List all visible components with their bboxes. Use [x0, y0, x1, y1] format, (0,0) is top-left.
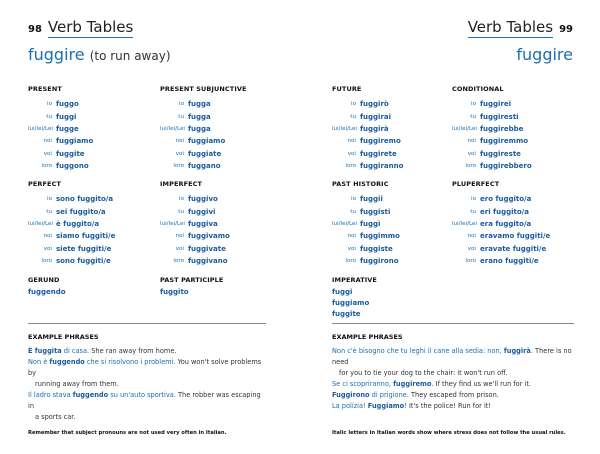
pronoun: loro: [345, 163, 356, 170]
pronoun: loro: [465, 258, 476, 265]
pronoun: noi: [467, 138, 476, 145]
verb-form: fuggiate: [188, 149, 222, 158]
conjugation-row: [332, 205, 462, 217]
example-phrases: [332, 333, 582, 412]
header-title: Verb Tables: [467, 18, 554, 36]
conjugation-row: [160, 230, 290, 242]
conjugation-row: [332, 110, 462, 122]
english-translation: They escaped from prison.: [408, 391, 499, 399]
example-phrase: [332, 346, 582, 379]
example-phrase: [28, 346, 268, 357]
pronoun: voi: [347, 245, 356, 252]
conjugation-row: [452, 148, 582, 160]
conjugation-row: [28, 110, 158, 122]
pronoun: noi: [43, 138, 52, 145]
conjugation-row: [28, 205, 158, 217]
verb-form: siamo fuggiti/e: [56, 232, 116, 241]
conjugation-row: [160, 148, 290, 160]
conjugation-row: [332, 98, 462, 110]
verb-form: fuggiste: [360, 244, 393, 253]
conjugation-row: [332, 148, 462, 160]
pronoun: voi: [467, 245, 476, 252]
example-phrases: [28, 333, 268, 423]
verb-form: fuggi: [56, 112, 77, 121]
gerund-label: GERUND: [28, 276, 60, 284]
verb-form: fuggirebbero: [480, 162, 532, 171]
pronoun: tu: [46, 208, 52, 215]
verb-form: fuggivo: [188, 195, 218, 204]
english-translation: for you to tie your dog to the chair: it won't run off.: [339, 369, 508, 377]
conjugation-row: [452, 193, 582, 205]
tense-perfect: [28, 180, 158, 267]
conjugation-row: [332, 135, 462, 147]
example-phrase: [332, 390, 582, 401]
tense-present-subjunctive: [160, 85, 290, 172]
conjugation-row: [332, 160, 462, 172]
verb-form: fuggirai: [360, 112, 392, 121]
tense-past-historic: [332, 180, 462, 267]
conjugation-row: [452, 98, 582, 110]
gerund-block: [28, 276, 158, 299]
verb-form: fuggivano: [188, 257, 228, 266]
example-phrase: [332, 401, 582, 412]
verb-form: eravamo fuggiti/e: [480, 232, 551, 241]
conjugation-row: [452, 123, 582, 135]
pronoun: noi: [43, 233, 52, 240]
italian-text: Il ladro stava: [28, 391, 73, 399]
past-participle-block: [160, 276, 290, 299]
pronoun: io: [471, 196, 476, 203]
tense-name: PRESENT SUBJUNCTIVE: [160, 85, 247, 93]
verb-form: fuggiremo: [360, 137, 401, 146]
conjugation-row: [28, 255, 158, 267]
pronoun: lui/lei/Lei: [160, 220, 185, 227]
pronoun: noi: [175, 233, 184, 240]
pronoun: voi: [43, 245, 52, 252]
pronoun: loro: [41, 163, 52, 170]
pronoun: io: [47, 101, 52, 108]
english-translation: It's the police! Run for it!: [406, 402, 492, 410]
verb-highlight: fuggiremo: [393, 380, 432, 388]
page-header: [28, 18, 133, 38]
conjugation-row: [332, 243, 462, 255]
page-number: 99: [559, 24, 573, 35]
verb-form: erano fuggiti/e: [480, 257, 539, 266]
tense-name: CONDITIONAL: [452, 85, 504, 93]
pronoun: lui/lei/Lei: [332, 220, 357, 227]
pronoun: noi: [175, 138, 184, 145]
conjugation-row: [28, 148, 158, 160]
conjugation-row: [28, 230, 158, 242]
verb-highlight: È fuggita: [28, 347, 62, 355]
header-title: Verb Tables: [47, 18, 134, 36]
verb-highlight: Fuggiamo: [367, 402, 405, 410]
conjugation-row: [160, 218, 290, 230]
verb-highlight: fuggendo: [72, 391, 109, 399]
verb-form: fuggite: [56, 149, 85, 158]
footer-note: Italic letters in Italian words show where stress does not follow the usual rules.: [332, 430, 566, 436]
italian-text: di casa.: [61, 347, 90, 355]
imperative-block: [332, 276, 462, 321]
conjugation-row: [28, 98, 158, 110]
example-phrase: [332, 379, 582, 390]
verb-form: eravate fuggiti/e: [480, 244, 547, 253]
divider: [332, 323, 574, 324]
pronoun: loro: [173, 163, 184, 170]
tense-name: PERFECT: [28, 180, 61, 188]
conjugation-row: [28, 160, 158, 172]
conjugation-row: [160, 160, 290, 172]
italian-text: .: [530, 347, 533, 355]
conjugation-row: [452, 218, 582, 230]
conjugation-row: [452, 205, 582, 217]
verb-form: fuggiva: [188, 219, 218, 228]
tense-name: PAST HISTORIC: [332, 180, 389, 188]
verb-form: fuggirò: [360, 100, 389, 109]
conjugation-row: [28, 243, 158, 255]
italian-text: La polizia!: [332, 402, 368, 410]
english-translation: The robber was escaping in: [28, 391, 261, 410]
english-translation: running away from them.: [35, 380, 119, 388]
pronoun: tu: [178, 113, 184, 120]
verb-form: fuggirete: [360, 149, 397, 158]
pronoun: voi: [175, 245, 184, 252]
conjugation-row: [452, 243, 582, 255]
italian-text: che si risolvono i problemi.: [84, 358, 176, 366]
conjugation-row: [332, 218, 462, 230]
conjugation-row: [160, 243, 290, 255]
verb-form: fuggirono: [360, 257, 399, 266]
verb-form: sono fuggito/a: [56, 195, 114, 204]
conjugation-row: [452, 255, 582, 267]
conjugation-row: [160, 110, 290, 122]
pronoun: noi: [347, 233, 356, 240]
headword-verb: fuggire: [28, 45, 85, 64]
verb-form: sono fuggiti/e: [56, 257, 111, 266]
conjugation-row: [332, 255, 462, 267]
verb-form: fugga: [188, 100, 211, 109]
pronoun: loro: [345, 258, 356, 265]
conjugation-row: [160, 205, 290, 217]
pronoun: noi: [467, 233, 476, 240]
verb-form: fuggivate: [188, 244, 226, 253]
verb-form: fugge: [56, 124, 79, 133]
conjugation-row: [28, 193, 158, 205]
pronoun: tu: [350, 113, 356, 120]
pronoun: lui/lei/Lei: [28, 220, 53, 227]
english-translation: a sports car.: [35, 413, 76, 421]
verb-form: fuggiresti: [480, 112, 519, 121]
verb-form: fuggirà: [360, 124, 389, 133]
verb-form: fuggo: [56, 100, 79, 109]
italian-text: Se ci scopriranno,: [332, 380, 394, 388]
conjugation-row: [452, 230, 582, 242]
conjugation-row: [332, 230, 462, 242]
tense-imperfect: [160, 180, 290, 267]
verb-form: fugga: [188, 112, 211, 121]
tense-conditional: [452, 85, 582, 172]
tense-present: [28, 85, 158, 172]
verb-form: fuggiranno: [360, 162, 404, 171]
pronoun: io: [351, 196, 356, 203]
conjugation-row: [28, 123, 158, 135]
italian-text: Non c'è bisogno che tu leghi il cane alla sedia: non,: [332, 347, 504, 355]
verb-form: fuggano: [188, 162, 221, 171]
example-phrases-title: EXAMPLE PHRASES: [332, 333, 403, 341]
pronoun: io: [179, 101, 184, 108]
verb-highlight: Fuggirono: [332, 391, 370, 399]
conjugation-row: [452, 110, 582, 122]
tense-name: PLUPERFECT: [452, 180, 500, 188]
headword: [28, 45, 171, 64]
pronoun: voi: [43, 150, 52, 157]
tense-name: IMPERFECT: [160, 180, 203, 188]
headword-verb: fuggire: [516, 45, 573, 64]
conjugation-row: [332, 193, 462, 205]
pronoun: lui/lei/Lei: [452, 220, 477, 227]
verb-form: fuggiamo: [188, 137, 226, 146]
example-phrase: [28, 357, 268, 390]
conjugation-row: [28, 218, 158, 230]
pronoun: lui/lei/Lei: [332, 125, 357, 132]
verb-form: eri fuggito/a: [480, 207, 529, 216]
pronoun: tu: [470, 113, 476, 120]
pronoun: voi: [175, 150, 184, 157]
imperative-value: fuggi: [332, 288, 353, 296]
tense-pluperfect: [452, 180, 582, 267]
verb-form: siete fuggiti/e: [56, 244, 112, 253]
right-page: [300, 0, 600, 454]
verb-form: fuggirei: [480, 100, 512, 109]
past-participle-value: fuggito: [160, 288, 189, 296]
imperative-value: fuggiamo: [332, 299, 370, 307]
verb-form: fuggì: [360, 219, 381, 228]
english-translation: She ran away from home.: [89, 347, 177, 355]
italian-text: di prigione.: [369, 391, 409, 399]
pronoun: tu: [350, 208, 356, 215]
verb-form: fugga: [188, 124, 211, 133]
verb-form: fuggisti: [360, 207, 391, 216]
pronoun: io: [471, 101, 476, 108]
headword-gloss: (to run away): [89, 49, 171, 63]
conjugation-row: [452, 135, 582, 147]
english-translation: There is no need: [332, 347, 572, 366]
example-phrases-title: EXAMPLE PHRASES: [28, 333, 99, 341]
pronoun: io: [47, 196, 52, 203]
english-translation: You won't solve problems by: [28, 358, 262, 377]
verb-form: fuggivi: [188, 207, 216, 216]
conjugation-row: [160, 193, 290, 205]
imperative-label: IMPERATIVE: [332, 276, 377, 284]
verb-highlight: fuggendo: [49, 358, 85, 366]
conjugation-row: [160, 135, 290, 147]
verb-form: fuggono: [56, 162, 89, 171]
italian-text: Non è: [28, 358, 50, 366]
pronoun: noi: [347, 138, 356, 145]
pronoun: io: [351, 101, 356, 108]
divider: [28, 323, 266, 324]
pronoun: loro: [41, 258, 52, 265]
verb-highlight: fuggirà: [503, 347, 531, 355]
verb-form: ero fuggito/a: [480, 195, 532, 204]
pronoun: lui/lei/Lei: [160, 125, 185, 132]
verb-form: fuggireste: [480, 149, 521, 158]
verb-form: fuggii: [360, 195, 383, 204]
conjugation-row: [160, 98, 290, 110]
conjugation-row: [28, 135, 158, 147]
page-number: 98: [28, 24, 42, 35]
conjugation-row: [332, 123, 462, 135]
pronoun: lui/lei/Lei: [452, 125, 477, 132]
verb-form: fuggiamo: [56, 137, 94, 146]
pronoun: tu: [470, 208, 476, 215]
verb-form: sei fuggito/a: [56, 207, 106, 216]
tense-name: PRESENT: [28, 85, 62, 93]
pronoun: voi: [467, 150, 476, 157]
tense-name: FUTURE: [332, 85, 362, 93]
headword: [516, 45, 573, 64]
pronoun: tu: [178, 208, 184, 215]
conjugation-row: [160, 255, 290, 267]
tense-future: [332, 85, 462, 172]
italian-text: .: [431, 380, 434, 388]
verb-form: fuggivamo: [188, 232, 230, 241]
verb-form: fuggiremmo: [480, 137, 529, 146]
pronoun: lui/lei/Lei: [28, 125, 53, 132]
gerund-value: fuggendo: [28, 288, 66, 296]
conjugation-row: [160, 123, 290, 135]
imperative-value: fuggite: [332, 310, 361, 318]
pronoun: io: [179, 196, 184, 203]
verb-form: fuggirebbe: [480, 124, 524, 133]
pronoun: tu: [46, 113, 52, 120]
italian-text: !: [404, 402, 407, 410]
verb-form: era fuggito/a: [480, 219, 532, 228]
conjugation-row: [452, 160, 582, 172]
english-translation: If they find us we'll run for it.: [433, 380, 532, 388]
verb-form: è fuggito/a: [56, 219, 100, 228]
pronoun: voi: [347, 150, 356, 157]
pronoun: loro: [173, 258, 184, 265]
page-header: [468, 18, 573, 38]
italian-text: su un'auto sportiva.: [108, 391, 176, 399]
verb-form: fuggimmo: [360, 232, 400, 241]
footer-note: Remember that subject pronouns are not used very often in Italian.: [28, 430, 227, 436]
example-phrase: [28, 390, 268, 423]
pronoun: loro: [465, 163, 476, 170]
past-participle-label: PAST PARTICIPLE: [160, 276, 224, 284]
